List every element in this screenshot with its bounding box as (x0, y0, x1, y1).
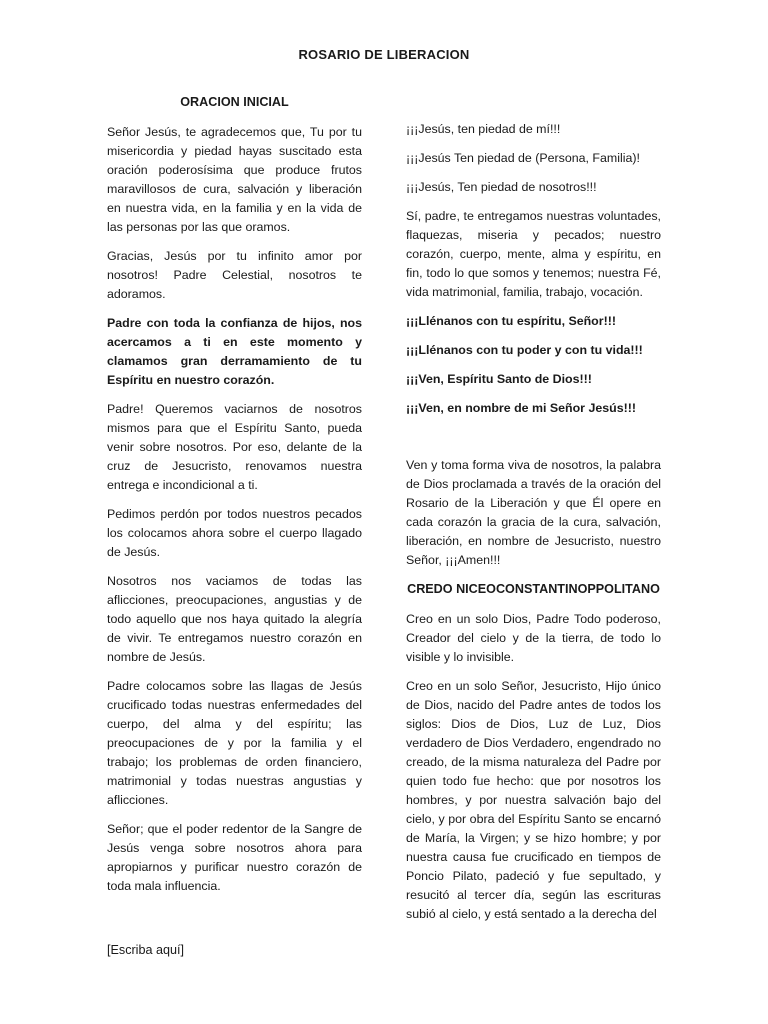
paragraph-gratitude: Señor Jesús, te agradecemos que, Tu por tu misericordia y piedad hayas suscitado esta oración poderosísima que produce frutos maravillosos de cura, salvación y liberación en nuestra vida, en la familia y en la vida de las personas por las que oramos. (107, 125, 362, 234)
paragraph-surrender: Padre! Queremos vaciarnos de nosotros mismos para que el Espíritu Santo, pueda venir sobre nosotros. Por eso, delante de la cruz de Jesucristo, renovamos nuestra entrega e incondicional a ti. (107, 402, 362, 492)
right-column (406, 120, 661, 934)
paragraph-credo-son: Creo en un solo Señor, Jesucristo, Hijo único de Dios, nacido del Padre antes de todos los siglos: Dios de Dios, Luz de Luz, Dios verdadero de Dios Verdadero, engendrado no creado, de la misma naturaleza del Padre por quien todo fue hecho: que por nosotros los hombres, y por nuestra salvación bajo del cielo, y por obra del Espíritu Santo se encarnó de María, la Virgen; y se hizo hombre; y por nuestra causa fue crucificado en tiempos de Poncio Pilato, padeció y fue sepultado, y resucitó al tercer día, según las escrituras subió al cielo, y está sentado a la derecha del (406, 679, 661, 921)
paragraph-closing: Ven y toma forma viva de nosotros, la palabra de Dios proclamada a través de la oración del Rosario de la Liberación y que Él opere en cada corazón la gracia de la cura, salvación, liberación, en nombre de Jesucristo, nuestro Señor, ¡¡¡Amen!!! (406, 458, 661, 567)
paragraph-offering: Sí, padre, te entregamos nuestras voluntades, flaquezas, miseria y pecados; nuestro corazón, cuerpo, mente, alma y espíritu, en fin, todo lo que somos y tenemos; nuestra Fé, vida matrimonial, familia, trabajo, vocación. (406, 209, 661, 299)
paragraph-wounds: Padre colocamos sobre las llagas de Jesús crucificado todas nuestras enfermedades del cuerpo, del alma y del espíritu; las preocupaciones de y por la familia y el trabajo; los problemas de orden financiero, matrimonial y todas nuestras angustias y aflicciones. (107, 679, 362, 807)
paragraph-adoration: Gracias, Jesús por tu infinito amor por nosotros! Padre Celestial, nosotros te adoramos. (107, 249, 362, 301)
left-column (107, 93, 362, 906)
paragraph-blood: Señor; que el poder redentor de la Sangre de Jesús venga sobre nosotros ahora para apropiarnos y purificar nuestro corazón de toda mala influencia. (107, 822, 362, 893)
spacer (406, 428, 661, 456)
paragraph-confidence: Padre con toda la confianza de hijos, nos acercamos a ti en este momento y clamamos gran derramamiento de tu Espíritu en nuestro corazón. (107, 316, 362, 387)
paragraph-emptying: Nosotros nos vaciamos de todas las aflicciones, preocupaciones, angustias y de todo aquello que nos haya quitado la alegría de vivir. Te entregamos nuestro corazón en nombre de Jesús. (107, 574, 362, 664)
invocation-line: ¡¡¡Jesús Ten piedad de (Persona, Familia)! (406, 151, 640, 165)
bold-invocation: ¡¡¡Llénanos con tu poder y con tu vida!!! (406, 343, 643, 357)
invocation-line: ¡¡¡Jesús, Ten piedad de nosotros!!! (406, 180, 597, 194)
credo-heading: CREDO NICEOCONSTANTINOPPOLITANO (407, 582, 660, 596)
bold-invocation: ¡¡¡Ven, en nombre de mi Señor Jesús!!! (406, 401, 636, 415)
bold-invocation: ¡¡¡Llénanos con tu espíritu, Señor!!! (406, 314, 616, 328)
invocation-line: ¡¡¡Jesús, ten piedad de mí!!! (406, 122, 561, 136)
paragraph-forgiveness: Pedimos perdón por todos nuestros pecados los colocamos ahora sobre el cuerpo llagado de Jesús. (107, 507, 362, 559)
oracion-inicial-heading: ORACION INICIAL (180, 95, 289, 109)
footer-placeholder[interactable]: [Escriba aquí] (107, 943, 185, 957)
document-title: ROSARIO DE LIBERACION (298, 47, 470, 62)
bold-invocation: ¡¡¡Ven, Espíritu Santo de Dios!!! (406, 372, 592, 386)
paragraph-credo-father: Creo en un solo Dios, Padre Todo poderoso, Creador del cielo y de la tierra, de todo lo visible y lo invisible. (406, 612, 661, 664)
